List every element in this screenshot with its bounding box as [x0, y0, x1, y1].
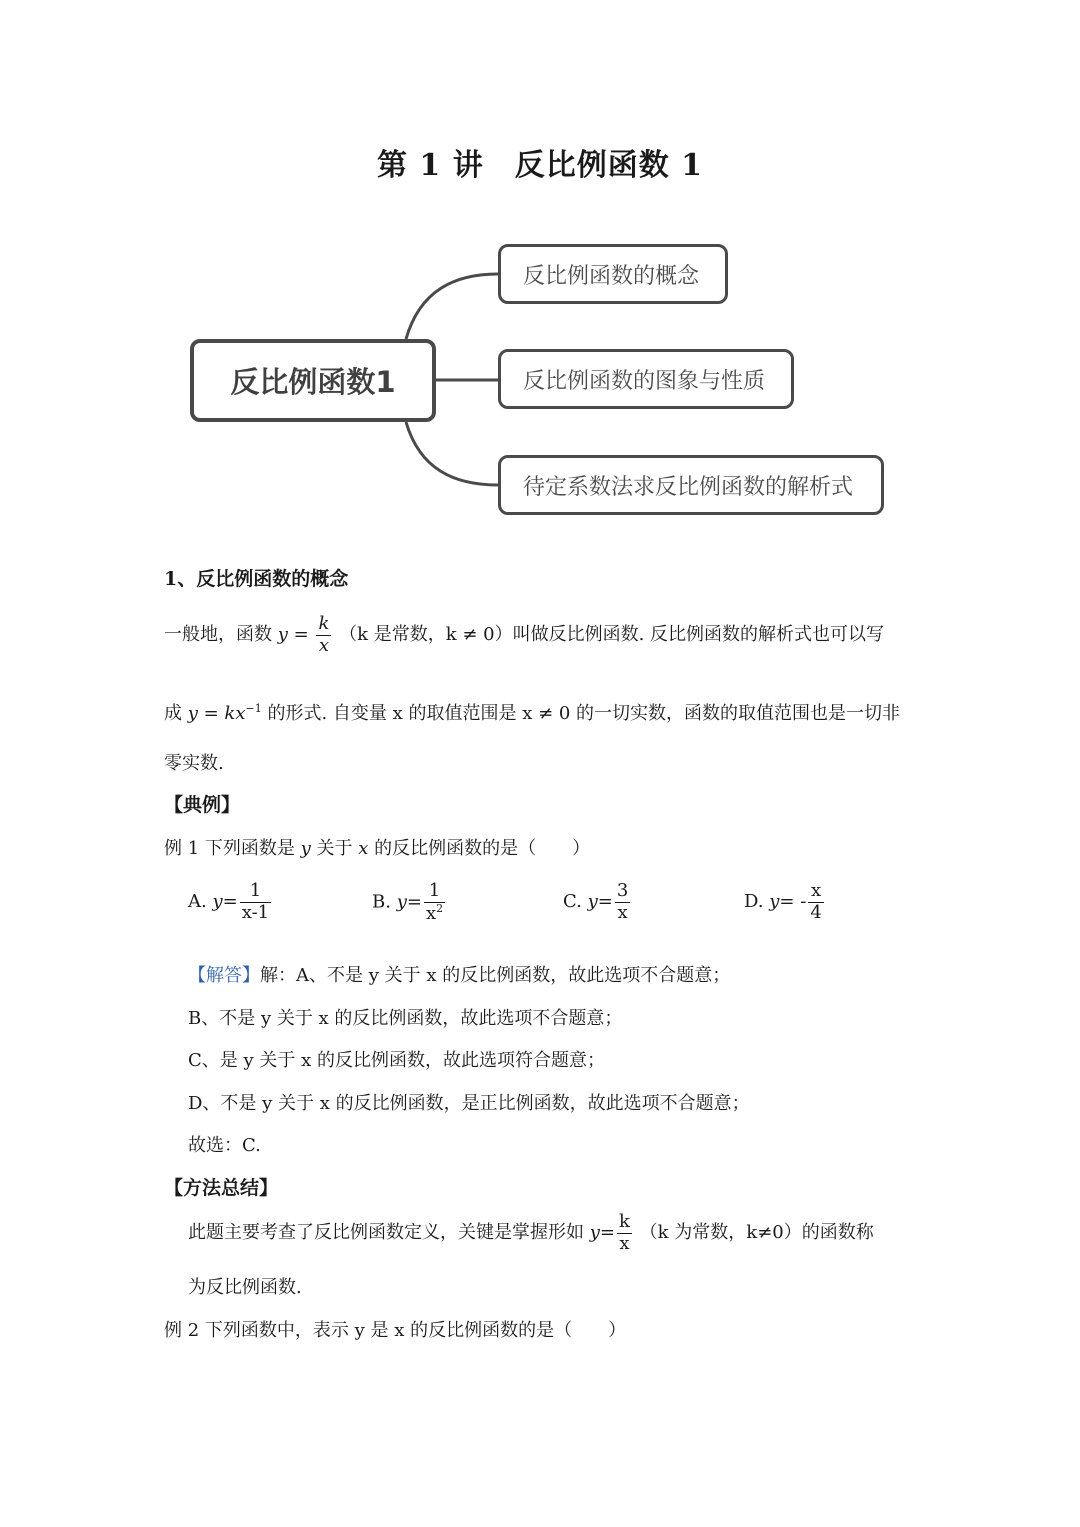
definition-line-1: 一般地，函数 y = $\frac{k}{x}$ （k 是常数，k ≠ 0）叫做反比例函数. 反比例函数的解析式也可以写 [164, 613, 885, 656]
mindmap-node-concept: 反比例函数的概念 [498, 244, 728, 304]
section-heading: 1、反比例函数的概念 [164, 568, 349, 590]
method-line-1: 此题主要考查了反比例函数定义，关键是掌握形如 y= $\frac{k}{x}$ （k 为常数，k≠0）的函数称 [188, 1211, 874, 1254]
definition-line-2: 成 $y = kx^{-1}$ 的形式. 自变量 x 的取值范围是 x ≠ 0 的一切实数，函数的取值范围也是一切非 [164, 702, 901, 724]
example-label: 【典例】 [164, 794, 241, 816]
answer-line-4: D、不是 y 关于 x 的反比例函数，是正比例函数，故此选项不合题意； [188, 1093, 750, 1114]
option-a: A. y= $\frac{1}{x-1}$ [188, 880, 270, 923]
example2-question: 例 2 下列函数中，表示 y 是 x 的反比例函数的是（ ） [164, 1320, 627, 1341]
method-label: 【方法总结】 [164, 1177, 279, 1199]
mindmap-node-graph-properties: 反比例函数的图象与性质 [498, 349, 794, 409]
definition-line-3: 零实数. [164, 753, 224, 774]
method-line-2: 为反比例函数. [188, 1277, 302, 1298]
option-b: B. y= $\frac{1}{x^2}$ [372, 880, 444, 924]
option-c: C. y= $\frac{3}{x}$ [563, 880, 629, 923]
answer-line-1: 【解答】解：A、不是 y 关于 x 的反比例函数，故此选项不合题意； [188, 965, 731, 986]
example1-question: 例 1 下列函数是 y 关于 x 的反比例函数的是（ ） [164, 838, 591, 859]
answer-line-3: C、是 y 关于 x 的反比例函数，故此选项符合题意； [188, 1050, 605, 1071]
answer-tag: 【解答】 [188, 965, 260, 986]
answer-line-5: 故选：C. [188, 1135, 261, 1156]
fraction-k-over-x: $\frac{k}{x}$ [318, 613, 330, 656]
mindmap-center-node: 反比例函数1 [190, 339, 436, 422]
page-title: 第 1 讲 反比例函数 1 [376, 148, 704, 183]
mindmap-node-undetermined-coefficients: 待定系数法求反比例函数的解析式 [498, 455, 884, 515]
answer-line-2: B、不是 y 关于 x 的反比例函数，故此选项不合题意； [188, 1008, 623, 1029]
option-d: D. y= - $\frac{x}{4}$ [744, 880, 822, 923]
